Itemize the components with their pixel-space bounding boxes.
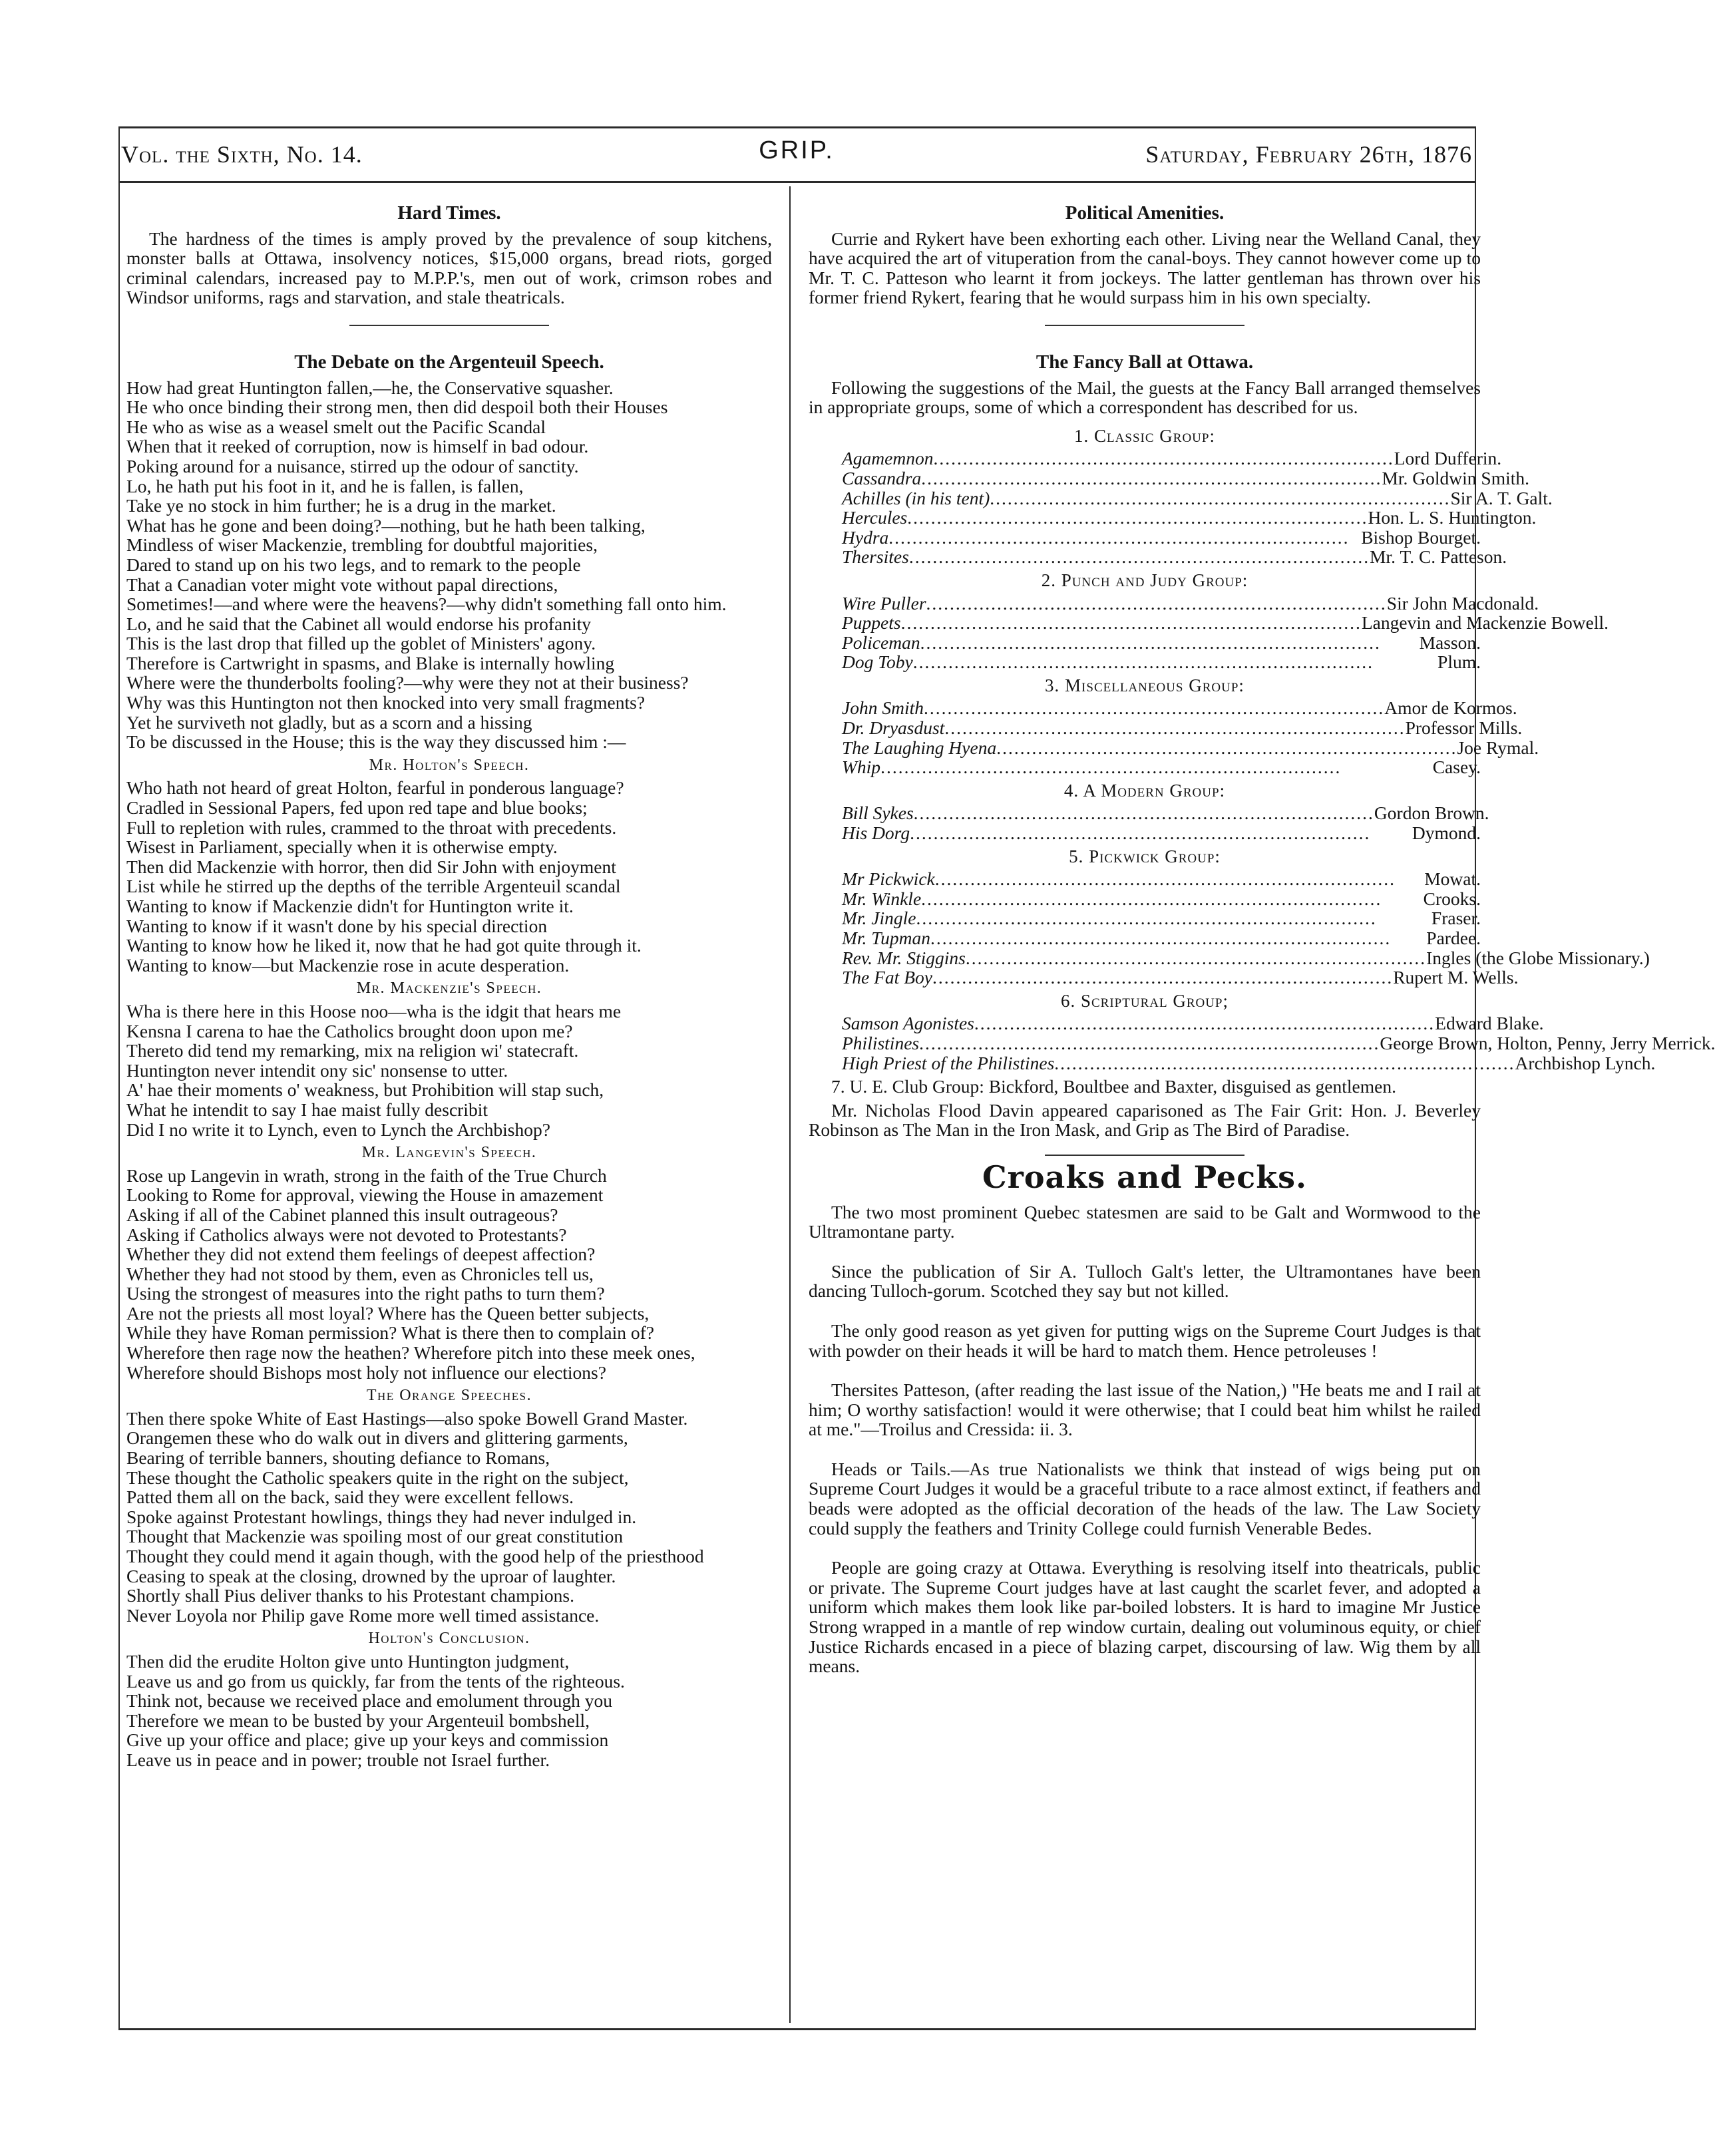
amenities-title: Political Amenities. [1065, 202, 1225, 224]
leader-dots: .............................................................................. [920, 631, 1381, 653]
verse-line: Where were the thunderbolts fooling?—why were they not at their business? [126, 672, 689, 693]
verse-line: These thought the Catholic speakers quite in the right on the subject, [126, 1467, 629, 1488]
verse-line: Whether they had not stood by them, even as Chronicles tell us, [126, 1263, 594, 1284]
section-separator [1045, 325, 1244, 326]
cast-list [842, 592, 1609, 673]
verse-line: Wha is there here in this Hoose noo—wha is the idgit that hears me [126, 1000, 622, 1021]
cast-list [842, 803, 1489, 844]
group-heading: 2. Punch and Judy Group: [1041, 570, 1248, 590]
group-heading: 6. Scriptural Group; [1060, 990, 1229, 1011]
top-rule [118, 126, 1476, 128]
cast-actor: Sir John Macdonald. [1386, 592, 1539, 614]
verse-line: Whether they did not extend them feelings of deepest affection? [126, 1244, 596, 1265]
cast-role: The Fat Boy [842, 967, 932, 988]
verse-line: When that it reeked of corruption, now is himself in bad odour. [126, 436, 589, 457]
leader-dots: .............................................................................. [926, 592, 1387, 614]
cast-row [842, 612, 1609, 633]
speech-heading: The Orange Speeches. [366, 1387, 532, 1405]
leader-dots: .............................................................................. [930, 928, 1392, 948]
verse-line: He who as wise as a weasel smelt out the Pacific Scandal [126, 416, 546, 437]
verse-line: Wanting to know—but Mackenzie rose in acute desperation. [126, 954, 570, 976]
cast-actor: Professor Mills. [1405, 717, 1523, 739]
croak-paragraph: Thersites Patteson, (after reading the last issue of the Nation,) "He beats me and I rail at him; O worthy satisfaction! would it were otherwise; that I could beat him whilst he railed at me."—Troilus and Cressida: ii. 3. [809, 1379, 1481, 1440]
verse-line: List while he stirred up the depths of the terrible Argenteuil scandal [126, 876, 621, 897]
leader-dots: .............................................................................. [996, 737, 1457, 758]
croak-paragraph: The only good reason as yet given for putting wigs on the Supreme Court Judges is that with powder on their heads it will be hard to match them. Hence petroleuses ! [809, 1320, 1481, 1361]
cast-role: Achilles (in his tent) [842, 487, 990, 508]
group-heading: 4. A Modern Group: [1063, 780, 1226, 801]
leader-dots: .............................................................................. [908, 546, 1370, 568]
croaks-title: Croaks and Pecks. [982, 1159, 1307, 1195]
cast-role: Mr Pickwick [842, 868, 935, 890]
leader-dots: .............................................................................. [934, 868, 1396, 890]
cast-actor: Langevin and Mackenzie Bowell. [1361, 612, 1609, 633]
verse-line: Are not the priests all most loyal? Where has the Queen better subjects, [126, 1302, 650, 1324]
verse-line: Did I no write it to Lynch, even to Lynch the Archbishop? [126, 1119, 550, 1140]
cast-row [842, 592, 1539, 614]
verse-line: Lo, and he said that the Cabinet all would endorse his profanity [126, 613, 592, 634]
verse-line: This is the last drop that filled up the goblet of Ministers' agony. [126, 633, 596, 654]
cast-role: Dr. Dryasdust [842, 717, 945, 739]
cast-role: Agamemnon [842, 448, 934, 469]
leader-dots: .............................................................................. [932, 967, 1394, 988]
verse-line: Thought they could mend it again though, with the good help of the priesthood [126, 1546, 704, 1566]
verse-line: Poking around for a nuisance, stirred up the odour of sanctity. [126, 455, 579, 476]
cast-role: His Dorg [842, 822, 910, 844]
cast-actor: Sir A. T. Galt. [1450, 487, 1553, 508]
cast-row [842, 737, 1539, 758]
section-separator [349, 325, 549, 326]
cast-role: Thersites [842, 546, 909, 568]
group-heading: 1. Classic Group: [1074, 425, 1215, 446]
verse-line: Then there spoke White of East Hastings—also spoke Bowell Grand Master. [126, 1407, 688, 1429]
cast-row [842, 947, 1650, 968]
leader-dots: .............................................................................. [916, 908, 1377, 929]
cast-row [842, 967, 1519, 988]
leader-dots: .............................................................................. [900, 612, 1362, 633]
cast-actor: Amor de Kormos. [1384, 697, 1517, 719]
leader-dots: .............................................................................. [888, 526, 1350, 548]
cast-actor: Joe Rymal. [1457, 737, 1539, 758]
cast-row [842, 487, 1553, 508]
cast-row [842, 1032, 1715, 1053]
header-rule [118, 181, 1476, 183]
cast-role: John Smith [842, 697, 924, 719]
cast-role: Philistines [842, 1032, 920, 1053]
verse-line: Wisest in Parliament, specially when it is otherwise empty. [126, 836, 558, 858]
leader-dots: .............................................................................. [921, 888, 1382, 909]
speech-heading: Mr. Langevin's Speech. [361, 1144, 537, 1162]
speech-verse [126, 778, 772, 975]
cast-row [842, 546, 1507, 568]
cast-role: Puppets [842, 612, 901, 633]
section-separator [1045, 1155, 1244, 1156]
cast-actor: George Brown, Holton, Penny, Jerry Merrick. [1380, 1032, 1715, 1053]
verse-line: Using the strongest of measures into the right paths to turn them? [126, 1283, 605, 1304]
leader-dots: .............................................................................. [880, 757, 1342, 778]
cast-role: Mr. Tupman [842, 928, 930, 948]
verse-line: Never Loyola nor Philip gave Rome more well timed assistance. [126, 1604, 600, 1626]
verse-line: What he intendit to say I hae maist fully describit [126, 1099, 488, 1120]
speech-heading: Mr. Holton's Speech. [369, 756, 530, 774]
verse-line: Thought that Mackenzie was spoiling most of our great constitution [126, 1526, 624, 1547]
verse-line: Leave us in peace and in power; trouble not Israel further. [126, 1749, 550, 1770]
volume-number: Vol. the Sixth, No. 14. [121, 141, 363, 168]
cast-row [842, 717, 1523, 739]
speech-heading: Mr. Mackenzie's Speech. [356, 980, 542, 997]
cast-role: High Priest of the Philistines [842, 1052, 1055, 1073]
verse-line: Yet he surviveth not gladly, but as a scorn and a hissing [126, 711, 532, 733]
croak-paragraph: Since the publication of Sir A. Tulloch Galt's letter, the Ultramontanes have been dancing Tulloch-gorum. Scotched they say but not killed. [809, 1260, 1481, 1302]
verse-line: Huntington never intendit ony sic' nonsense to utter. [126, 1059, 508, 1081]
cast-actor: Mr. Goldwin Smith. [1382, 467, 1530, 488]
croak-paragraph: The two most prominent Quebec statesmen are said to be Galt and Wormwood to the Ultramontane party. [809, 1201, 1481, 1242]
left-column [126, 200, 772, 1770]
verse-line: To be discussed in the House; this is the way they discussed him :— [126, 731, 626, 753]
cast-actor: Crooks. [1423, 888, 1481, 909]
croak-paragraph: People are going crazy at Ottawa. Everything is resolving itself into theatricals, public or private. The Supreme Court judges have at last caught the scarlet fever, and adopted a uniform which makes them look like par-boiled lobsters. It is hard to imagine Mr Justice Strong wrapped in a mantle of rep window curtain, dealing out voluminous equity, or chief Justice Richards encased in a piece of blazing carpet, discoursing of law. Wig them by all means. [809, 1557, 1481, 1677]
cast-actor: Rupert M. Wells. [1393, 967, 1519, 988]
cast-role: Hydra [842, 526, 889, 548]
group-heading: 3. Miscellaneous Group: [1045, 675, 1244, 695]
cast-row [842, 507, 1537, 528]
cast-actor: Archbishop Lynch. [1515, 1052, 1656, 1073]
verse-line: Orangemen these who do walk out in divers and glittering garments, [126, 1427, 628, 1449]
debate-speeches [126, 756, 772, 1770]
cast-actor: Ingles (the Globe Missionary.) [1426, 947, 1650, 968]
verse-line: Mindless of wiser Mackenzie, trembling for doubtful majorities, [126, 534, 598, 556]
verse-line: Then did the erudite Holton give unto Huntington judgment, [126, 1650, 570, 1672]
leader-dots: .............................................................................. [907, 507, 1368, 528]
cast-role: The Laughing Hyena [842, 737, 997, 758]
leader-dots: .............................................................................. [944, 717, 1406, 739]
cast-role: Mr. Winkle [842, 888, 922, 909]
verse-line: Think not, because we received place and emolument through you [126, 1690, 613, 1711]
cast-actor: Edward Blake. [1435, 1013, 1544, 1034]
cast-row [842, 1013, 1544, 1034]
cast-actor: Dymond. [1412, 822, 1481, 844]
verse-line: Looking to Rome for approval, viewing the House in amazement [126, 1184, 604, 1206]
amenities-text: Currie and Rykert have been exhorting each other. Living near the Welland Canal, they have acquired the art of vituperation from the canal-boys. They cannot however come up to Mr. T. C. Patteson who learnt it from jockeys. The latter gentleman has thrown over his former friend Rykert, fearing that he would surpass him in his own specialty. [809, 228, 1481, 308]
verse-line: While they have Roman permission? What is there then to complain of? [126, 1322, 654, 1344]
cast-actor: Hon. L. S. Huntington. [1368, 507, 1537, 528]
verse-line: That a Canadian voter might vote without papal directions, [126, 574, 558, 595]
cast-actor: Mr. T. C. Patteson. [1370, 546, 1507, 568]
verse-line: Why was this Huntington not then knocked into very small fragments? [126, 692, 646, 713]
verse-line: Therefore is Cartwright in spasms, and Blake is internally howling [126, 652, 615, 673]
leader-dots: .............................................................................. [1054, 1052, 1515, 1073]
leader-dots: .............................................................................. [912, 651, 1374, 673]
cast-role: Wire Puller [842, 592, 926, 614]
verse-line: Sometimes!—and where were the heavens?—why didn't something fall onto him. [126, 594, 727, 615]
leader-dots: .............................................................................. [933, 448, 1394, 469]
leader-dots: .............................................................................. [910, 822, 1371, 844]
verse-line: Shortly shall Pius deliver thanks to his Protestant champions. [126, 1585, 574, 1606]
verse-line: Then did Mackenzie with horror, then did Sir John with enjoyment [126, 856, 616, 877]
cast-row [842, 757, 1481, 777]
verse-line: Therefore we mean to be busted by your Argenteuil bombshell, [126, 1709, 590, 1731]
cast-actor: Masson. [1419, 631, 1481, 653]
cast-actor: Mowat. [1424, 868, 1481, 890]
verse-line: Give up your office and place; give up your keys and commission [126, 1729, 609, 1751]
speech-verse [126, 1001, 772, 1139]
croaks-items [809, 1202, 1481, 1676]
verse-line: Lo, he hath put his foot in it, and he is fallen, is fallen, [126, 475, 524, 496]
leader-dots: .............................................................................. [923, 697, 1385, 719]
cast-row [842, 697, 1517, 719]
leader-dots: .............................................................................. [990, 487, 1451, 508]
cast-list [842, 1013, 1715, 1073]
cast-row [842, 448, 1502, 469]
croak-paragraph: Heads or Tails.—As true Nationalists we think that instead of wigs being put on Supreme Court Judges it would be a graceful tribute to a race almost extinct, if feathers and beads were adopted as the official decoration of the heads of the law. The Law Society could supply the feathers and Trinity College could furnish Venerable Bedes. [809, 1458, 1481, 1538]
issue-date: Saturday, February 26th, 1876 [1145, 141, 1472, 168]
fancy-ball-closing: Mr. Nicholas Flood Davin appeared caparisoned as The Fair Grit: Hon. J. Beverley Robinson as The Man in the Iron Mask, and Grip as The Bird of Paradise. [809, 1099, 1481, 1141]
cast-list [842, 448, 1553, 568]
fancy-ball-intro: Following the suggestions of the Mail, the guests at the Fancy Ball arranged themselves in appropriate groups, some of which a correspondent has described for us. [809, 377, 1481, 418]
cast-actor: Bishop Bourget. [1361, 526, 1481, 548]
verse-line: Bearing of terrible banners, shouting defiance to Romans, [126, 1447, 550, 1469]
hard-times-text: The hardness of the times is amply proved by the prevalence of soup kitchens, monster balls at Ottawa, insolvency notices, $15,000 organs, bread riots, gorged criminal calendars, increased pay to M.P.P.'s, men out of work, crimson robes and Windsor uniforms, rags and starvation, and stale theatricals. [126, 228, 772, 308]
cast-role: Policeman [842, 631, 920, 653]
left-border [118, 126, 120, 2030]
cast-row [842, 652, 1481, 672]
cast-actor: Casey. [1432, 757, 1481, 778]
verse-line: Asking if Catholics always were not devoted to Protestants? [126, 1224, 567, 1245]
cast-row [842, 803, 1489, 824]
verse-line: Wherefore then rage now the heathen? Wherefore pitch into these meek ones, [126, 1342, 695, 1363]
cast-role: Bill Sykes [842, 803, 914, 824]
speech-heading: Holton's Conclusion. [368, 1630, 530, 1648]
cast-row [842, 1052, 1656, 1073]
cast-row [842, 633, 1481, 653]
cast-actor: Pardee. [1426, 928, 1481, 948]
cast-list [842, 697, 1539, 778]
leader-dots: .............................................................................. [921, 467, 1382, 488]
cast-actor: Plum. [1437, 651, 1481, 673]
verse-line: Wherefore should Bishops most holy not influence our elections? [126, 1361, 606, 1383]
verse-line: Asking if all of the Cabinet planned this insult outrageous? [126, 1204, 558, 1225]
verse-line: Wanting to know how he liked it, now that he had got quite through it. [126, 935, 642, 956]
speech-verse [126, 1166, 772, 1383]
leader-dots: .............................................................................. [974, 1013, 1435, 1034]
debate-intro-verse [126, 378, 772, 752]
verse-line: Leave us and go from us quickly, far from the tents of the righteous. [126, 1670, 625, 1692]
cast-list [842, 868, 1650, 988]
verse-line: Who hath not heard of great Holton, fearful in ponderous language? [126, 777, 624, 799]
verse-line: Spoke against Protestant howlings, things they had never indulged in. [126, 1506, 637, 1527]
right-column [809, 200, 1715, 1696]
leader-dots: .............................................................................. [913, 803, 1374, 824]
verse-line: He who once binding their strong men, then did despoil both their Houses [126, 397, 668, 418]
group-heading: 5. Pickwick Group: [1069, 846, 1221, 866]
cast-row [842, 889, 1481, 909]
cast-row [842, 467, 1530, 488]
fancy-ball-title: The Fancy Ball at Ottawa. [1036, 351, 1254, 373]
cast-role: Cassandra [842, 467, 922, 488]
verse-line: A' hae their moments o' weakness, but Prohibition will stap such, [126, 1079, 604, 1101]
verse-line: Dared to stand up on his two legs, and to remark to the people [126, 554, 581, 575]
column-divider [789, 186, 791, 2023]
paper-title: GRIP. [759, 136, 835, 164]
cast-actor: Fraser. [1431, 908, 1481, 929]
cast-row [842, 908, 1481, 928]
cast-actor: Lord Dufferin. [1394, 448, 1502, 469]
verse-line: What has he gone and been doing?—nothing, but he hath been talking, [126, 514, 646, 536]
cast-actor: Gordon Brown. [1374, 803, 1489, 824]
leader-dots: .............................................................................. [965, 947, 1427, 968]
masthead [121, 136, 1472, 176]
verse-line: Ceasing to speak at the closing, drowned by the uproar of laughter. [126, 1565, 616, 1586]
cast-row [842, 869, 1481, 889]
verse-line: Kensna I carena to hae the Catholics brought doon upon me? [126, 1020, 573, 1041]
speech-verse [126, 1409, 772, 1626]
speech-verse [126, 1652, 772, 1770]
cast-role: Mr. Jingle [842, 908, 916, 929]
verse-line: Wanting to know if it wasn't done by his special direction [126, 915, 548, 936]
verse-line: Wanting to know if Mackenzie didn't for Huntington write it. [126, 896, 574, 916]
hard-times-title: Hard Times. [397, 202, 501, 224]
verse-line: Thereto did tend my remarking, mix na religion wi' statecraft. [126, 1040, 579, 1061]
verse-line: Take ye no stock in him further; he is a drug in the market. [126, 495, 556, 516]
cast-row [842, 823, 1481, 843]
verse-line: Full to repletion with rules, crammed to the throat with precedents. [126, 816, 617, 838]
verse-line: How had great Huntington fallen,—he, the Conservative squasher. [126, 377, 614, 398]
fancy-ball-groups [809, 425, 1715, 1073]
cast-role: Whip [842, 757, 881, 778]
club-group-text: 7. U. E. Club Group: Bickford, Boultbee and Baxter, disguised as gentlemen. [831, 1076, 1396, 1097]
verse-line: Patted them all on the back, said they were excellent fellows. [126, 1487, 574, 1508]
cast-role: Dog Toby [842, 651, 913, 673]
cast-role: Rev. Mr. Stiggins [842, 947, 966, 968]
leader-dots: .............................................................................. [919, 1032, 1380, 1053]
debate-title: The Debate on the Argenteuil Speech. [294, 351, 604, 373]
cast-row [842, 928, 1481, 948]
bottom-rule [118, 2028, 1476, 2030]
cast-row [842, 528, 1481, 548]
cast-role: Hercules [842, 507, 908, 528]
verse-line: Rose up Langevin in wrath, strong in the faith of the True Church [126, 1165, 607, 1186]
verse-line: Cradled in Sessional Papers, fed upon red tape and blue books; [126, 797, 588, 818]
cast-role: Samson Agonistes [842, 1013, 974, 1034]
